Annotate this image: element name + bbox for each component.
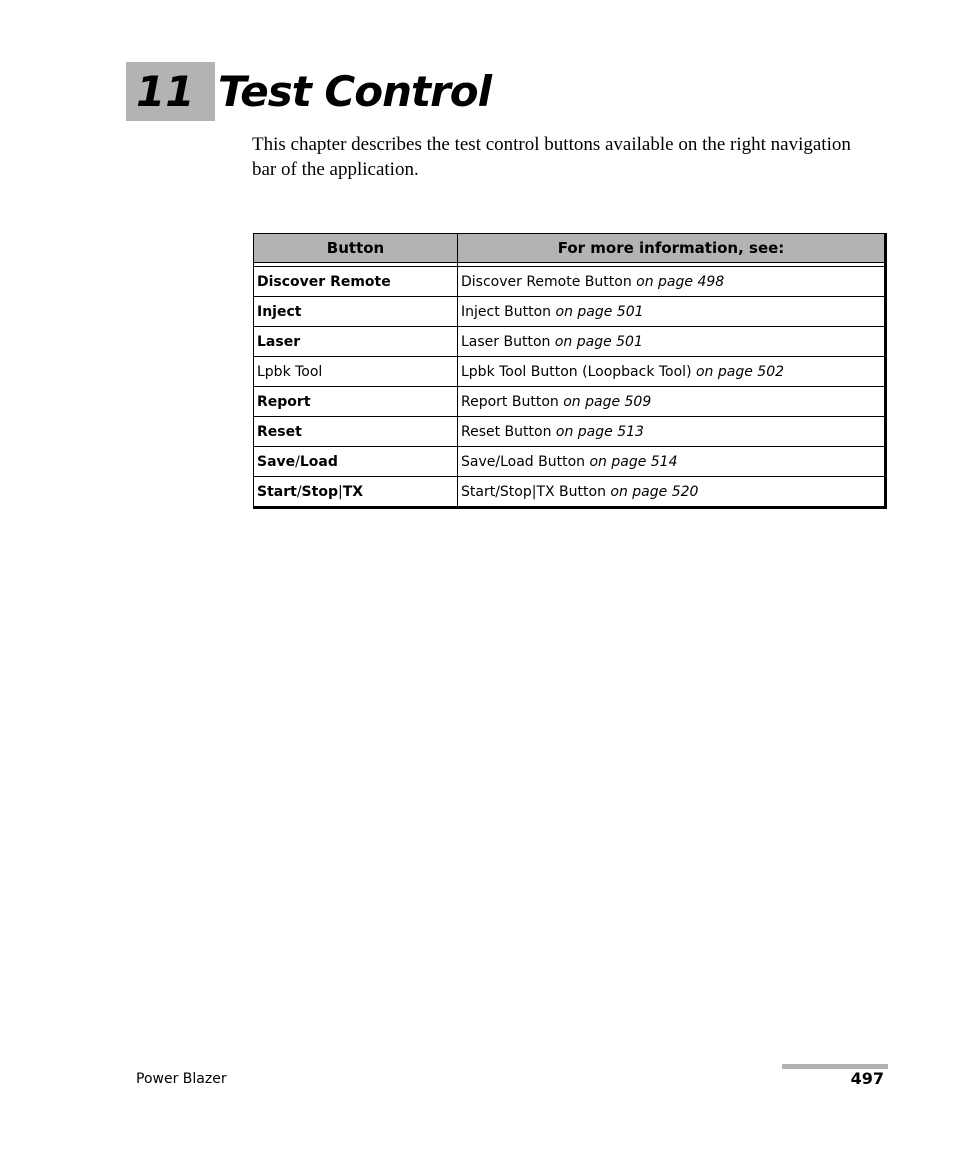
reference-link[interactable]: Save/Load Button bbox=[461, 453, 586, 470]
reference-cell bbox=[458, 477, 886, 508]
button-name-cell bbox=[254, 417, 458, 447]
button-name-part: Stop bbox=[301, 483, 338, 500]
table-row bbox=[254, 357, 886, 387]
page-reference[interactable]: on page 501 bbox=[554, 333, 643, 350]
reference-cell bbox=[458, 387, 886, 417]
reference-cell bbox=[458, 357, 886, 387]
reference-table bbox=[253, 233, 887, 509]
table-header-row bbox=[254, 234, 886, 263]
reference-link[interactable]: Report Button bbox=[461, 393, 559, 410]
reference-cell bbox=[458, 267, 886, 297]
chapter-title: Test Control bbox=[218, 67, 492, 116]
page-reference[interactable]: on page 520 bbox=[610, 483, 699, 500]
page-reference[interactable]: on page 502 bbox=[695, 363, 785, 380]
footer-page-number: 497 bbox=[850, 1069, 884, 1088]
button-name-part: Lpbk Tool bbox=[257, 363, 323, 380]
button-name-part: Save bbox=[257, 453, 296, 470]
header-button: Button bbox=[254, 234, 458, 263]
table-row bbox=[254, 327, 886, 357]
button-name-part: / bbox=[296, 483, 302, 500]
button-name-part: Discover Remote bbox=[257, 273, 391, 290]
button-name-part: Report bbox=[257, 393, 311, 410]
chapter-number: 11 bbox=[126, 62, 215, 121]
table-row bbox=[254, 267, 886, 297]
reference-cell bbox=[458, 327, 886, 357]
reference-link[interactable]: Inject Button bbox=[461, 303, 552, 320]
reference-link[interactable]: Start/Stop|TX Button bbox=[461, 483, 606, 500]
page-reference[interactable]: on page 514 bbox=[589, 453, 678, 470]
table-row bbox=[254, 297, 886, 327]
table-row bbox=[254, 387, 886, 417]
page-reference[interactable]: on page 513 bbox=[555, 423, 644, 440]
reference-cell bbox=[458, 417, 886, 447]
button-name-cell bbox=[254, 477, 458, 508]
button-name-part: / bbox=[295, 453, 300, 470]
page-reference[interactable]: on page 509 bbox=[563, 393, 652, 410]
button-name-cell bbox=[254, 327, 458, 357]
reference-cell bbox=[458, 447, 886, 477]
reference-link[interactable]: Lpbk Tool Button (Loopback Tool) bbox=[461, 363, 692, 380]
reference-link[interactable]: Laser Button bbox=[461, 333, 551, 350]
button-name-cell bbox=[254, 387, 458, 417]
button-name-part: Reset bbox=[257, 423, 302, 440]
footer-product: Power Blazer bbox=[136, 1071, 227, 1087]
page-reference[interactable]: on page 501 bbox=[555, 303, 644, 320]
reference-link[interactable]: Discover Remote Button bbox=[461, 273, 632, 290]
button-name-part: Inject bbox=[257, 303, 302, 320]
button-name-part: Start bbox=[257, 483, 297, 500]
button-name-part: | bbox=[337, 483, 343, 500]
button-name-part: TX bbox=[342, 483, 364, 500]
header-more-info: For more information, see: bbox=[458, 234, 886, 263]
button-name-cell bbox=[254, 267, 458, 297]
table-row bbox=[254, 417, 886, 447]
button-name-cell bbox=[254, 447, 458, 477]
table-row bbox=[254, 477, 886, 508]
page-reference[interactable]: on page 498 bbox=[636, 273, 725, 290]
reference-link[interactable]: Reset Button bbox=[461, 423, 552, 440]
intro-paragraph: This chapter describes the test control buttons available on the right navigation bar of the application. bbox=[252, 134, 851, 180]
table-row bbox=[254, 447, 886, 477]
button-name-part: Load bbox=[299, 453, 338, 470]
button-name-cell bbox=[254, 357, 458, 387]
reference-cell bbox=[458, 297, 886, 327]
button-name-part: Laser bbox=[257, 333, 301, 350]
button-name-cell bbox=[254, 297, 458, 327]
